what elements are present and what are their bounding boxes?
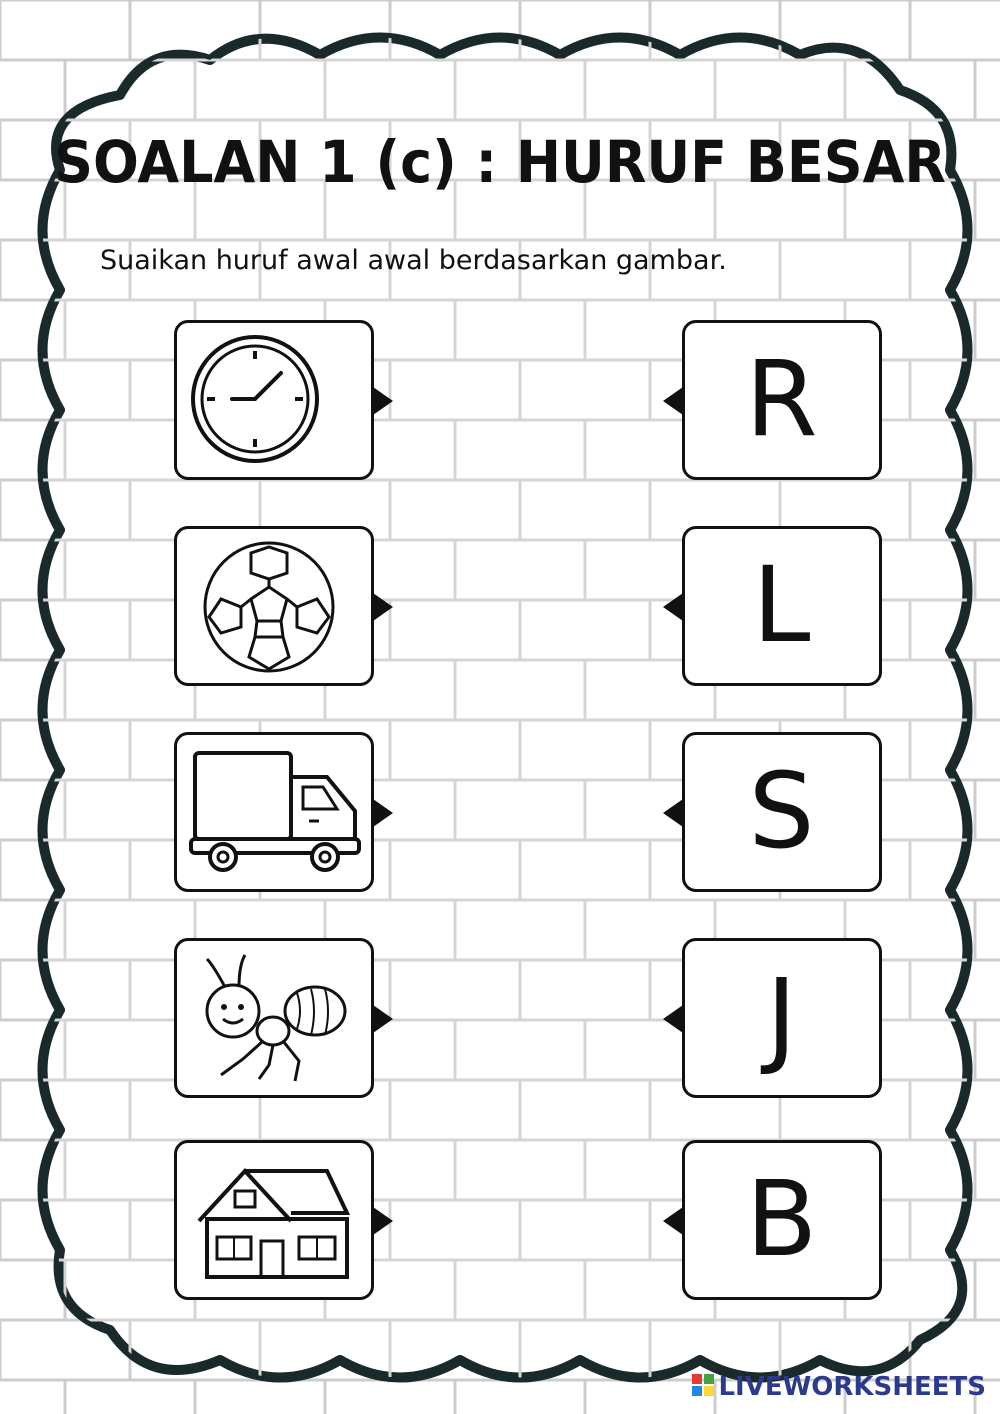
liveworksheets-brand[interactable] [692, 1372, 986, 1403]
picture-box-clock[interactable] [174, 320, 374, 480]
clock-icon [177, 323, 370, 476]
pointer-right [373, 1005, 393, 1033]
pointer-left [663, 799, 683, 827]
pointer-right [373, 387, 393, 415]
liveworksheets-logo-icon [692, 1373, 714, 1403]
letter-box-1[interactable] [682, 320, 882, 480]
picture-box-ball[interactable] [174, 526, 374, 686]
brand-text: LIVEWORKSHEETS [718, 1372, 986, 1402]
worksheet-title: SOALAN 1 (c) : HURUF BESAR [54, 128, 946, 196]
letter-b: B [745, 1158, 818, 1280]
letter-s: S [748, 750, 815, 872]
picture-box-truck[interactable] [174, 732, 374, 892]
pointer-left [663, 1005, 683, 1033]
pointer-left [663, 387, 683, 415]
instruction-text: Suaikan huruf awal awal berdasarkan gambar. [100, 245, 727, 276]
house-icon [177, 1143, 370, 1296]
pointer-left [663, 593, 683, 621]
picture-box-ant[interactable] [174, 938, 374, 1098]
letter-j: J [766, 956, 797, 1078]
letter-box-3[interactable] [682, 732, 882, 892]
letter-r: R [745, 338, 818, 460]
ant-icon [177, 941, 370, 1094]
soccer-ball-icon [177, 529, 370, 682]
letter-l: L [752, 544, 811, 666]
pointer-right [373, 1207, 393, 1235]
pointer-left [663, 1207, 683, 1235]
letter-box-4[interactable] [682, 938, 882, 1098]
picture-box-house[interactable] [174, 1140, 374, 1300]
pointer-right [373, 593, 393, 621]
pointer-right [373, 799, 393, 827]
letter-box-2[interactable] [682, 526, 882, 686]
truck-icon [177, 735, 370, 888]
letter-box-5[interactable] [682, 1140, 882, 1300]
